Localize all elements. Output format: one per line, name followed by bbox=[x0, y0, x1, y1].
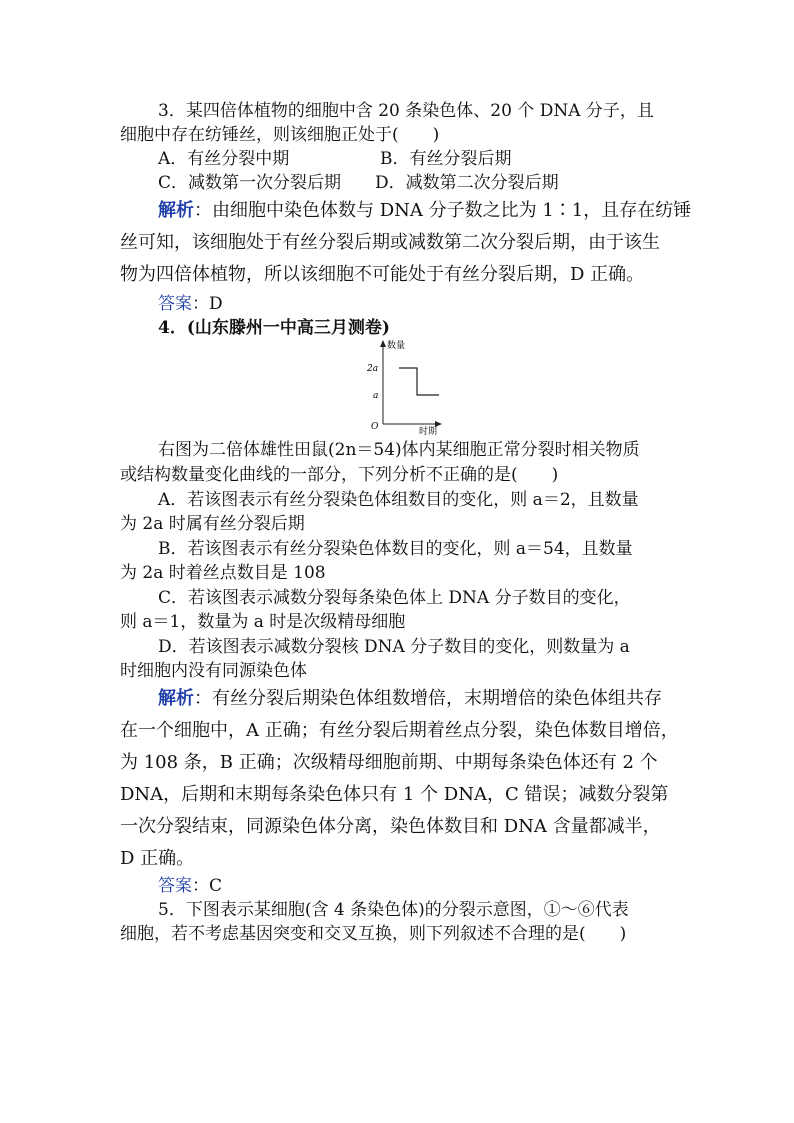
q4-analysis-line6: D 正确。 bbox=[120, 848, 195, 869]
q3-answer bbox=[158, 292, 223, 316]
q3-option-c: C．减数第一次分裂后期 bbox=[158, 173, 342, 193]
q3-analysis-text1: ：由细胞中染色体数与 DNA 分子数之比为 1∶1，且存在纺锤 bbox=[194, 200, 692, 221]
q4-option-d-line1: D．若该图表示减数分裂核 DNA 分子数目的变化，则数量为 a bbox=[158, 637, 630, 657]
q3-answer-value: ：D bbox=[192, 294, 223, 314]
q4-option-c-line2: 则 a＝1，数量为 a 时是次级精母细胞 bbox=[120, 612, 406, 632]
q4-header: 4．(山东滕州一中高三月测卷) bbox=[158, 318, 390, 338]
q3-option-a: A．有丝分裂中期 bbox=[158, 149, 290, 169]
answer-label: 答案 bbox=[158, 876, 192, 896]
q3-stem-line1: 3．某四倍体植物的细胞中含 20 条染色体、20 个 DNA 分子，且 bbox=[158, 101, 654, 121]
q5-stem-line2: 细胞，若不考虑基因突变和交叉互换，则下列叙述不合理的是( ) bbox=[120, 924, 627, 944]
x-axis-label: 时期 bbox=[419, 427, 438, 437]
q4-analysis-line1 bbox=[158, 686, 662, 712]
tick-label-a: a bbox=[373, 391, 379, 401]
q4-analysis-line2: 在一个细胞中，A 正确；有丝分裂后期着丝点分裂，染色体数目增倍， bbox=[120, 720, 679, 741]
y-axis-arrow bbox=[380, 340, 386, 347]
analysis-label: 解析 bbox=[158, 200, 194, 221]
q4-option-d-line2: 时细胞内没有同源染色体 bbox=[120, 661, 307, 681]
q5-stem-line1: 5．下图表示某细胞(含 4 条染色体)的分裂示意图，①～⑥代表 bbox=[158, 900, 629, 920]
q3-analysis-line3: 物为四倍体植物，所以该细胞不可能处于有丝分裂后期，D 正确。 bbox=[120, 264, 645, 285]
q4-option-a-line2: 为 2a 时属有丝分裂后期 bbox=[120, 514, 305, 534]
q4-analysis-text1: ：有丝分裂后期染色体组数增倍，末期增倍的染色体组共存 bbox=[194, 688, 662, 709]
q3-analysis-line2: 丝可知，该细胞处于有丝分裂后期或减数第二次分裂后期，由于该生 bbox=[120, 232, 660, 253]
q3-analysis-line1 bbox=[158, 198, 691, 224]
q3-stem-line2: 细胞中存在纺锤丝，则该细胞正处于( ) bbox=[120, 125, 440, 145]
q4-option-b-line2: 为 2a 时着丝点数目是 108 bbox=[120, 563, 326, 583]
y-axis-label: 数量 bbox=[387, 341, 406, 351]
q4-answer bbox=[158, 874, 222, 898]
q4-option-a-line1: A．若该图表示有丝分裂染色体组数目的变化，则 a＝2，且数量 bbox=[158, 490, 639, 510]
tick-label-2a: 2a bbox=[367, 364, 379, 374]
q4-step-graph bbox=[363, 338, 445, 437]
q3-option-d: D．减数第二次分裂后期 bbox=[375, 173, 559, 193]
q4-answer-value: ：C bbox=[192, 876, 223, 896]
q4-analysis-line3: 为 108 条，B 正确；次级精母细胞前期、中期每条染色体还有 2 个 bbox=[120, 752, 658, 773]
q4-stem-line2: 或结构数量变化曲线的一部分，下列分析不正确的是( ) bbox=[120, 465, 559, 485]
answer-label: 答案 bbox=[158, 294, 192, 314]
q4-option-c-line1: C．若该图表示减数分裂每条染色体上 DNA 分子数目的变化， bbox=[158, 588, 631, 608]
q3-option-b: B．有丝分裂后期 bbox=[380, 149, 512, 169]
analysis-label: 解析 bbox=[158, 688, 194, 709]
q4-analysis-line4: DNA，后期和末期每条染色体只有 1 个 DNA，C 错误；减数分裂第 bbox=[120, 784, 669, 805]
q4-stem-line1: 右图为二倍体雄性田鼠(2n＝54)体内某细胞正常分裂时相关物质 bbox=[158, 440, 640, 460]
q4-option-b-line1: B．若该图表示有丝分裂染色体数目的变化，则 a＝54，且数量 bbox=[158, 539, 633, 559]
origin-label: O bbox=[371, 422, 379, 432]
q4-analysis-line5: 一次分裂结束，同源染色体分离，染色体数目和 DNA 含量都减半， bbox=[120, 816, 661, 837]
step-curve bbox=[399, 368, 439, 395]
